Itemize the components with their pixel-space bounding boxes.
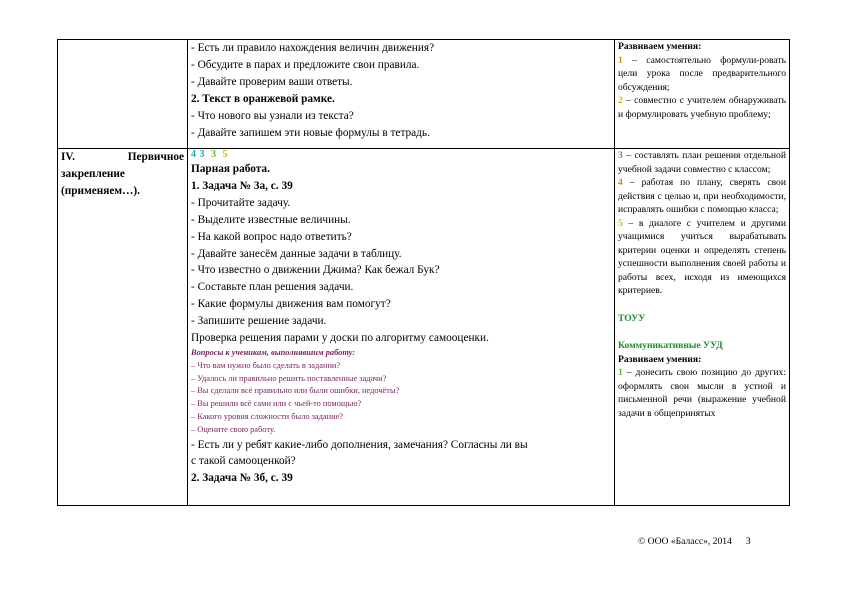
level-numbers [188,149,614,161]
stage-title [58,149,187,200]
level-number: 3 [211,149,217,160]
skill-number: 2 [618,95,623,106]
skill-text: – в диалоге с учителем и другими учащимися учиться вырабатывать критерии оценки и определять степень успешности выполнения своей работы и работы всех, исходя из имеющихся критериев. [618,217,786,296]
comm-heading: Коммуникативные УУД [618,340,723,351]
skill-text: – донесить свою позицию до других: оформлять свои мысли в устной и письменной речи (выражение учебной задачи в общепринятых [618,367,786,419]
skill-number: 1 [618,54,623,66]
level-number: 3 [199,149,205,160]
stage-number: IV. [61,151,75,163]
activity-line: - Давайте занесём данные задачи в таблицу. [191,247,402,260]
skills-heading: Развиваем умения: [618,353,702,365]
skills-block [615,40,789,121]
skills-heading: Развиваем умения: [618,41,702,52]
skills-cell-main [615,149,790,506]
activity-line: Проверка решения парами у доски по алгоритму самооценки. [191,332,489,345]
activity-cell-top [188,40,615,149]
activity-line: - Запишите решение задачи. [191,315,327,328]
stage-cell [58,149,188,506]
touu-heading: ТОУУ [618,312,646,324]
activity-line: - Обсудите в парах и предложите свои правила. [191,58,420,71]
activity-line: - Давайте запишем эти новые формулы в тетрадь. [191,126,430,139]
activity-line: - На какой вопрос надо ответить? [191,230,352,243]
activity-line: - Что известно о движении Джима? Как бежал Бук? [191,264,440,277]
activity-line: - Составьте план решения задачи. [191,281,354,294]
skill-number: 3 [618,150,623,161]
skills-block [615,149,789,298]
task-title: 2. Задача № 3б, с. 39 [191,472,293,485]
stage-cell-empty [58,40,188,149]
skill-number: 5 [618,217,623,229]
question-item: – Какого уровня сложности было задание? [191,411,344,421]
copyright: © ООО «Баласс», 2014 [638,536,732,547]
skills-block [615,353,789,421]
skill-number: 4 [618,177,623,188]
activity-line: - Выделите известные величины. [191,213,351,226]
stage-word: Первичное [127,151,184,163]
skill-text: – составлять план решения отдельной учебной задачи совместно с классом; [618,150,786,175]
skill-text: – совместно с учителем обнаруживать и формулировать учебную проблему; [618,95,786,120]
activity-line: с такой самооценкой? [191,455,296,468]
stage-rest: закрепление (применяем…). [61,167,140,197]
question-item: – Оцените свою работу. [191,424,276,434]
activity-line-bold: Парная работа. [191,163,270,175]
activity-line: - Есть ли правило нахождения величин движения? [191,42,435,54]
activity-line: - Прочитайте задачу. [191,196,291,209]
question-item: – Что вам нужно было сделать в задании? [191,360,341,370]
activity-line: - Какие формулы движения вам помогут? [191,298,391,311]
activity-cell-main [188,149,615,506]
table-row-top [58,40,790,149]
lesson-table [57,39,790,506]
question-item: – Вы сделали всё правильно или были ошибки, недочёты? [191,386,400,396]
skill-number: 1 [618,367,623,378]
skill-text: – самостоятельно формули-ровать цели урока после предварительного обсуждения; [618,54,786,93]
skills-cell-top [615,40,790,149]
question-item: – Удалось ли правильно решить поставленные задачи? [191,373,387,383]
activity-line: - Что нового вы узнали из текста? [191,109,354,122]
activity-line: - Давайте проверим ваши ответы. [191,75,353,88]
questions-heading: Вопросы к ученикам, выполнявшим работу: [191,347,356,357]
skill-text: – работая по плану, сверять свои действия с целью и, при необходимости, исправлять ошибки с помощью класса; [618,177,786,215]
level-number: 4 [191,149,197,160]
question-item: – Вы решили всё сами или с чьей-то помощью? [191,399,362,409]
table-row-main [58,149,790,506]
task-title: 1. Задача № 3а, с. 39 [191,179,293,192]
page-number: 3 [745,536,751,547]
level-number: 5 [222,149,228,160]
activity-line-bold: 2. Текст в оранжевой рамке. [191,92,335,105]
page-footer [638,536,751,547]
activity-line: - Есть ли у ребят какие-либо дополнения, замечания? Согласны ли вы [191,438,528,451]
